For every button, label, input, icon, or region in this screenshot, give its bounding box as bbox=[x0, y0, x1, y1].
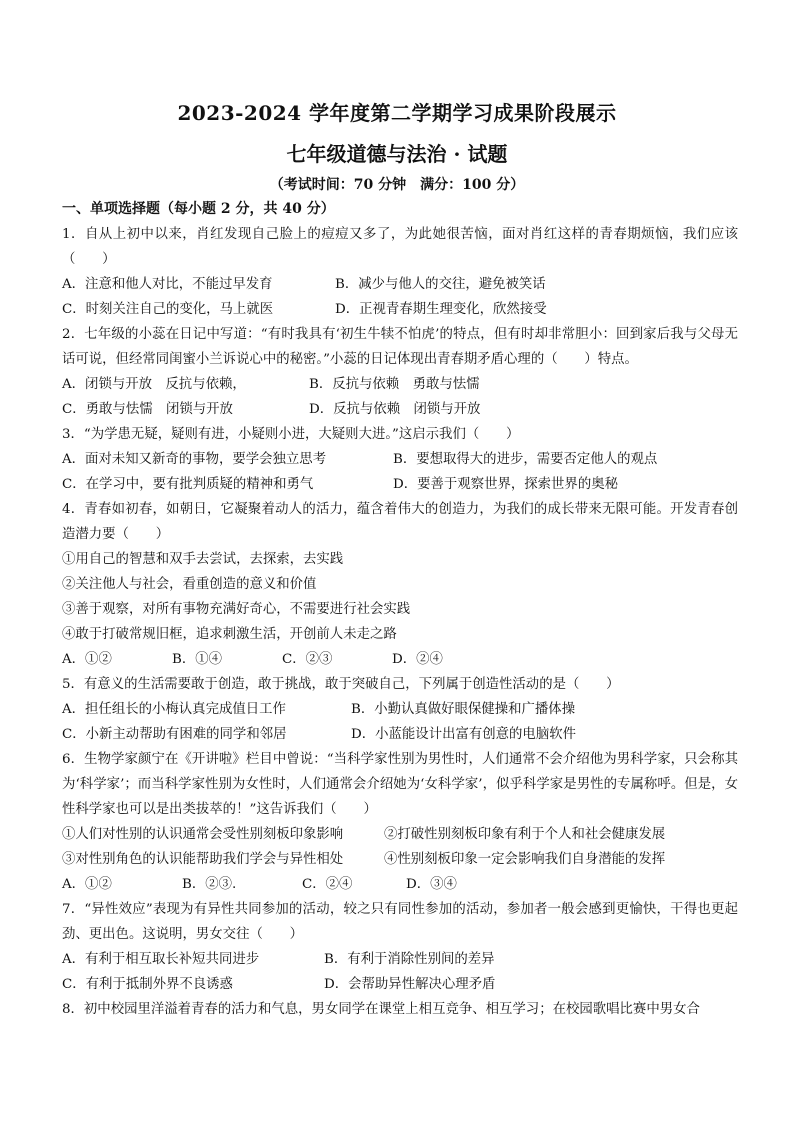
question-4-item-2: ②关注他人与社会，看重创造的意义和价值 bbox=[62, 577, 317, 592]
question-4-options bbox=[62, 647, 738, 672]
question-5-options-row2 bbox=[62, 722, 738, 747]
question-3-option-d: D．要善于观察世界，探索世界的奥秘 bbox=[393, 477, 618, 492]
question-7-option-d: D．会帮助异性解决心理矛盾 bbox=[324, 977, 496, 992]
exam-content bbox=[62, 197, 738, 1022]
question-4-option-c: C．②③ bbox=[282, 652, 333, 667]
question-2-option-b: B．反抗与依赖 勇敢与怯懦 bbox=[309, 377, 480, 392]
question-3-options-row2 bbox=[62, 472, 738, 497]
question-1-option-a: A．注意和他人对比，不能过早发育 bbox=[62, 277, 273, 292]
question-6-item-2: ②打破性别刻板印象有利于个人和社会健康发展 bbox=[384, 827, 666, 842]
question-7-stem: 7．“异性效应”表现为有异性共同参加的活动，较之只有同性参加的活动，参加者一般会感到更愉快，干得也更起劲、更出色。这说明，男女交往（ ） bbox=[62, 902, 738, 942]
question-2-options-row2 bbox=[62, 397, 738, 422]
question-4-option-b: B．①④ bbox=[172, 652, 223, 667]
question-1-option-b: B．减少与他人的交往，避免被笑话 bbox=[335, 277, 546, 292]
question-7-option-a: A．有利于相互取长补短共同进步 bbox=[62, 952, 260, 967]
question-6-item-4: ④性别刻板印象一定会影响我们自身潜能的发挥 bbox=[384, 852, 666, 867]
question-3-option-c: C．在学习中，要有批判质疑的精神和勇气 bbox=[62, 477, 314, 492]
question-2-option-d: D．反抗与依赖 闭锁与开放 bbox=[309, 402, 481, 417]
question-2-options-row1 bbox=[62, 372, 738, 397]
question-2-stem: 2．七年级的小蕊在日记中写道：“有时我具有‘初生牛犊不怕虎’的特点，但有时却非常胆小：回到家后我与父母无话可说，但经常同闺蜜小兰诉说心中的秘密。”小蕊的日记体现出青春期矛盾心理的（ ）特点。 bbox=[62, 327, 738, 367]
question-6-item-3: ③对性别角色的认识能帮助我们学会与异性相处 bbox=[62, 852, 344, 867]
question-6-options bbox=[62, 872, 738, 897]
question-5-option-b: B．小勤认真做好眼保健操和广播体操 bbox=[351, 702, 576, 717]
question-1-options-row1 bbox=[62, 272, 738, 297]
question-1-option-d: D．正视青春期生理变化，欣然接受 bbox=[335, 302, 547, 317]
question-4-item-3: ③善于观察，对所有事物充满好奇心，不需要进行社会实践 bbox=[62, 602, 411, 617]
section-heading: 一、单项选择题（每小题 2 分，共 40 分） bbox=[62, 201, 335, 217]
question-6-item-1: ①人们对性别的认识通常会受性别刻板印象影响 bbox=[62, 827, 344, 842]
question-5-option-c: C．小新主动帮助有困难的同学和邻居 bbox=[62, 727, 287, 742]
question-1-options-row2 bbox=[62, 297, 738, 322]
question-5-option-d: D．小蓝能设计出富有创意的电脑软件 bbox=[351, 727, 576, 742]
question-3-option-b: B．要想取得大的进步，需要否定他人的观点 bbox=[393, 452, 658, 467]
question-5-stem: 5．有意义的生活需要敢于创造，敢于挑战，敢于突破自己，下列属于创造性活动的是（ ） bbox=[62, 677, 620, 692]
question-6-items-row2 bbox=[62, 847, 738, 872]
question-5-option-a: A．担任组长的小梅认真完成值日工作 bbox=[62, 702, 286, 717]
question-7-options-row1 bbox=[62, 947, 738, 972]
question-2-option-c: C．勇敢与怯懦 闭锁与开放 bbox=[62, 402, 233, 417]
question-7-option-b: B．有利于消除性别间的差异 bbox=[324, 952, 495, 967]
question-6-option-d: D．③④ bbox=[406, 877, 457, 892]
question-3-stem: 3．“为学患无疑，疑则有进，小疑则小进，大疑则大进。”这启示我们（ ） bbox=[62, 427, 520, 442]
question-1-stem: 1．自从上初中以来，肖红发现自己脸上的痘痘又多了，为此她很苦恼，面对肖红这样的青春期烦恼，我们应该（ ） bbox=[62, 227, 738, 267]
question-4-option-d: D．②④ bbox=[392, 652, 443, 667]
question-2-option-a: A．闭锁与开放 反抗与依赖， bbox=[62, 377, 246, 392]
exam-subtitle: 七年级道德与法治 · 试题 bbox=[286, 142, 508, 166]
question-5-options-row1 bbox=[62, 697, 738, 722]
question-7-options-row2 bbox=[62, 972, 738, 997]
question-7-option-c: C．有利于抵制外界不良诱惑 bbox=[62, 977, 233, 992]
exam-info: （考试时间：70 分钟 满分：100 分） bbox=[269, 177, 525, 193]
question-6-stem: 6．生物学家颜宁在《开讲啦》栏目中曾说：“当科学家性别为男性时，人们通常不会介绍他为男科学家，只会称其为‘科学家’；而当科学家性别为女性时，人们通常会介绍她为‘女科学家’，似乎科学家是男性的专属称呼。但是，女性科学家也可以是出类拔萃的！”这告诉我们（ ） bbox=[62, 752, 738, 817]
question-4-item-1: ①用自己的智慧和双手去尝试，去探索，去实践 bbox=[62, 552, 344, 567]
question-4-option-a: A．①② bbox=[62, 652, 112, 667]
question-6-items-row1 bbox=[62, 822, 738, 847]
question-4-item-4: ④敢于打破常规旧框，追求刺激生活，开创前人未走之路 bbox=[62, 627, 397, 642]
question-6-option-c: C．②④ bbox=[302, 877, 353, 892]
question-6-option-b: B．②③. bbox=[182, 877, 237, 892]
question-8-stem: 8．初中校园里洋溢着青春的活力和气息，男女同学在课堂上相互竞争、相互学习；在校园歌唱比赛中男女合 bbox=[62, 1002, 700, 1017]
exam-title: 2023-2024 学年度第二学期学习成果阶段展示 bbox=[177, 101, 617, 125]
question-6-option-a: A．①② bbox=[62, 877, 112, 892]
question-3-option-a: A．面对未知又新奇的事物，要学会独立思考 bbox=[62, 452, 327, 467]
question-3-options-row1 bbox=[62, 447, 738, 472]
question-4-stem: 4．青春如初春，如朝日，它凝聚着动人的活力，蕴含着伟大的创造力，为我们的成长带来无限可能。开发青春创造潜力要（ ） bbox=[62, 502, 738, 542]
question-1-option-c: C．时刻关注自己的变化，马上就医 bbox=[62, 302, 274, 317]
